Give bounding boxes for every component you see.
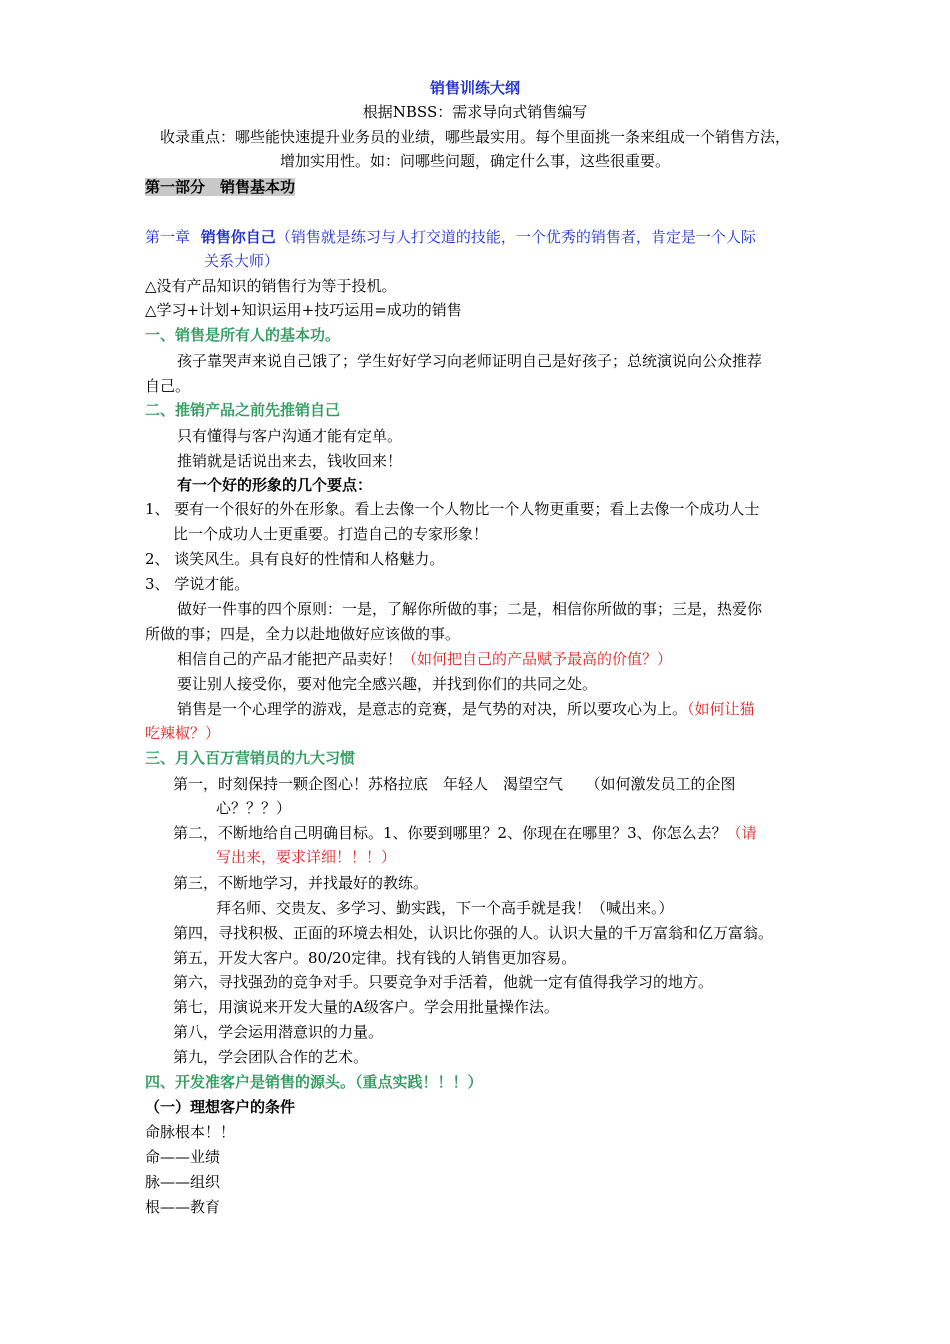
triangle-point-2: △学习+计划+知识运用+技巧运用=成功的销售: [145, 301, 462, 319]
habit-2-text: 第二，不断地给自己明确目标。1、你要到哪里？2、你现在在哪里？3、你怎么去？: [173, 824, 727, 842]
chapter-number: 第一章: [145, 228, 191, 246]
four-principles: 做好一件事的四个原则：一是，了解你所做的事；二是，相信你所做的事；三是，热爱你: [177, 600, 763, 618]
list-item-2: 2、 谈笑风生。具有良好的性情和人格魅力。: [145, 550, 445, 568]
section-4-heading: 四、开发准客户是销售的源头。（重点实践！！！）: [145, 1073, 483, 1091]
list-item-1-cont: 比一个成功人士更重要。打造自己的专家形象！: [173, 525, 489, 543]
habit-6: 第六，寻找强劲的竞争对手。只要竞争对手活着，他就一定有值得我学习的地方。: [173, 973, 714, 991]
section-2-paragraph-1: 只有懂得与客户沟通才能有定单。: [177, 427, 403, 445]
intro-line-1: 收录重点：哪些能快速提升业务员的业绩，哪些最实用。每个里面挑一条来组成一个销售方法，: [159, 128, 790, 146]
psychology-question: （如何让猫: [687, 700, 755, 718]
lifeline-line: 命脉根本！！: [145, 1123, 236, 1141]
acceptance-paragraph: 要让别人接受你，要对他完全感兴趣，并找到你们的共同之处。: [177, 675, 598, 693]
habit-8: 第八，学会运用潜意识的力量。: [173, 1023, 384, 1041]
product-belief-question: （如何把自己的产品赋予最高的价值？）: [402, 650, 673, 668]
chapter-title: 销售你自己: [200, 228, 276, 246]
list-item-1: 1、 要有一个很好的外在形象。看上去像一个人物比一个人物更重要；看上去像一个成功人士: [145, 500, 760, 518]
chapter-note-continued: 关系大师）: [204, 252, 280, 270]
lifeline-education: 根——教育: [145, 1198, 221, 1216]
habit-9: 第九，学会团队合作的艺术。: [173, 1048, 369, 1066]
habit-2-note-cont: 写出来，要求详细！！！）: [216, 848, 397, 866]
lifeline-organization: 脉——组织: [145, 1173, 221, 1191]
part-heading-text: 第一部分 销售基本功: [145, 178, 296, 196]
habit-1-cont: 心？？？）: [216, 799, 292, 817]
section-1-paragraph: 孩子靠哭声来说自己饿了；学生好好学习向老师证明自己是好孩子；总统演说向公众推荐: [177, 352, 763, 370]
intro-line-2: 增加实用性。如：问哪些问题，确定什么事，这些很重要。: [279, 152, 670, 170]
habit-1: 第一，时刻保持一颗企图心！苏格拉底 年轻人 渴望空气 （如何激发员工的企图: [173, 775, 736, 793]
section-1-heading: 一、销售是所有人的基本功。: [145, 326, 341, 344]
product-belief-paragraph: [177, 647, 672, 671]
section-2-paragraph-2: 推销就是话说出来去，钱收回来！: [177, 452, 403, 470]
habit-3: 第三，不断地学习，并找最好的教练。: [173, 874, 429, 892]
habit-4: 第四，寻找积极、正面的环境去相处，认识比你强的人。认识大量的千万富翁和亿万富翁。: [173, 924, 774, 942]
chapter-note: （销售就是练习与人打交道的技能，一个优秀的销售者，肯定是一个人际: [275, 228, 756, 246]
habit-7: 第七，用演说来开发大量的A级客户。学会用批量操作法。: [173, 998, 559, 1016]
ideal-customer-heading: （一）理想客户的条件: [145, 1098, 296, 1116]
chapter-heading: [145, 225, 756, 249]
product-belief-text: 相信自己的产品才能把产品卖好！: [177, 650, 403, 668]
habit-5: 第五，开发大客户。80/20定律。找有钱的人销售更加容易。: [173, 949, 577, 967]
section-3-heading: 三、月入百万营销员的九大习惯: [145, 749, 356, 767]
lifeline-performance: 命——业绩: [145, 1148, 221, 1166]
psychology-question-cont: 吃辣椒？）: [145, 724, 221, 742]
section-2-heading: 二、推销产品之前先推销自己: [145, 401, 341, 419]
four-principles-cont: 所做的事；四是，全力以赴地做好应该做的事。: [145, 625, 461, 643]
image-points-heading: 有一个好的形象的几个要点：: [177, 476, 373, 494]
habit-3-sub: 拜名师、交贵友、多学习、勤实践，下一个高手就是我！（喊出来。）: [216, 899, 674, 917]
habit-2: [173, 821, 757, 845]
document-title: 销售训练大纲: [429, 79, 520, 97]
triangle-point-1: △没有产品知识的销售行为等于投机。: [145, 277, 397, 295]
psychology-paragraph: [177, 697, 755, 721]
document-subtitle: 根据NBSS：需求导向式销售编写: [362, 103, 588, 121]
psychology-text: 销售是一个心理学的游戏，是意志的竞赛，是气势的对决，所以要攻心为上。: [177, 700, 688, 718]
part-heading: [145, 175, 295, 199]
list-item-3: 3、 学说才能。: [145, 575, 250, 593]
section-1-paragraph-cont: 自己。: [145, 377, 191, 395]
habit-2-note: （请: [726, 824, 757, 842]
